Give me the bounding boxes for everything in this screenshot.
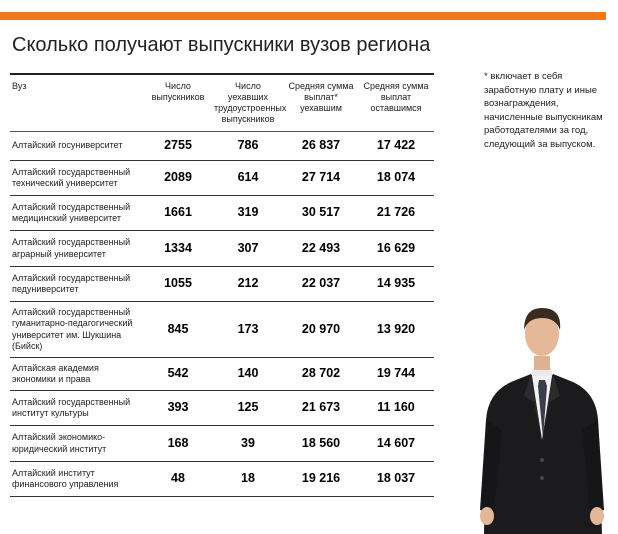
footnote: * включает в себя заработную плату и иные вознаграждения, начисленные выпускникам работодателями за год, следующий за выпуском. (484, 71, 603, 150)
university-name: Алтайский государственный аграрный университет (10, 231, 144, 267)
pay-stayed: 21 726 (358, 196, 434, 231)
header-graduates: Число выпускников (144, 74, 212, 132)
pay-left: 26 837 (284, 132, 358, 161)
left-count: 614 (212, 161, 284, 196)
header-pay-stayed: Средняя сумма выплат оставшимся (358, 74, 434, 132)
table-row (10, 267, 434, 302)
table-header-row (10, 74, 434, 132)
graduates-count: 1334 (144, 231, 212, 267)
left-count: 319 (212, 196, 284, 231)
pay-stayed: 19 744 (358, 358, 434, 391)
university-name: Алтайский государственный педуниверситет (10, 267, 144, 302)
table-row (10, 302, 434, 358)
left-count: 125 (212, 391, 284, 426)
pay-left: 19 216 (284, 462, 358, 497)
businessman-photo (476, 300, 608, 534)
pay-stayed: 14 935 (358, 267, 434, 302)
pay-stayed: 18 074 (358, 161, 434, 196)
graduates-count: 1661 (144, 196, 212, 231)
left-count: 786 (212, 132, 284, 161)
pay-left: 30 517 (284, 196, 358, 231)
table-row (10, 462, 434, 497)
graduates-count: 48 (144, 462, 212, 497)
table-row (10, 426, 434, 462)
pay-stayed: 16 629 (358, 231, 434, 267)
table-row (10, 391, 434, 426)
university-name: Алтайский госуниверситет (10, 132, 144, 161)
graduates-table (10, 73, 434, 497)
pay-stayed: 13 920 (358, 302, 434, 358)
graduates-count: 1055 (144, 267, 212, 302)
accent-bar (0, 12, 606, 20)
header-university: Вуз (10, 74, 144, 132)
university-name: Алтайский государственный медицинский университет (10, 196, 144, 231)
left-count: 39 (212, 426, 284, 462)
table-row (10, 196, 434, 231)
university-name: Алтайская академия экономики и права (10, 358, 144, 391)
graduates-count: 542 (144, 358, 212, 391)
graduates-count: 2089 (144, 161, 212, 196)
university-name: Алтайский государственный гуманитарно-педагогический университет им. Шукшина (Бийск) (10, 302, 144, 358)
pay-stayed: 17 422 (358, 132, 434, 161)
university-name: Алтайский экономико-юридический институт (10, 426, 144, 462)
left-count: 212 (212, 267, 284, 302)
pay-left: 18 560 (284, 426, 358, 462)
graduates-count: 845 (144, 302, 212, 358)
table-row (10, 231, 434, 267)
left-count: 140 (212, 358, 284, 391)
table-row (10, 358, 434, 391)
pay-stayed: 14 607 (358, 426, 434, 462)
graduates-count: 168 (144, 426, 212, 462)
table-row (10, 161, 434, 196)
pay-left: 27 714 (284, 161, 358, 196)
pay-left: 22 493 (284, 231, 358, 267)
pay-left: 22 037 (284, 267, 358, 302)
header-left-employed: Число уехавших трудоустроенных выпускников (212, 74, 284, 132)
graduates-count: 393 (144, 391, 212, 426)
page-title: Сколько получают выпускники вузов региона (12, 34, 431, 56)
university-name: Алтайский институт финансового управления (10, 462, 144, 497)
left-count: 18 (212, 462, 284, 497)
pay-stayed: 18 037 (358, 462, 434, 497)
pay-left: 21 673 (284, 391, 358, 426)
graduates-count: 2755 (144, 132, 212, 161)
pay-left: 28 702 (284, 358, 358, 391)
header-pay-left: Средняя сумма выплат* уехавшим (284, 74, 358, 132)
left-count: 307 (212, 231, 284, 267)
table-row (10, 132, 434, 161)
pay-left: 20 970 (284, 302, 358, 358)
university-name: Алтайский государственный технический университет (10, 161, 144, 196)
pay-stayed: 11 160 (358, 391, 434, 426)
university-name: Алтайский государственный институт культуры (10, 391, 144, 426)
left-count: 173 (212, 302, 284, 358)
